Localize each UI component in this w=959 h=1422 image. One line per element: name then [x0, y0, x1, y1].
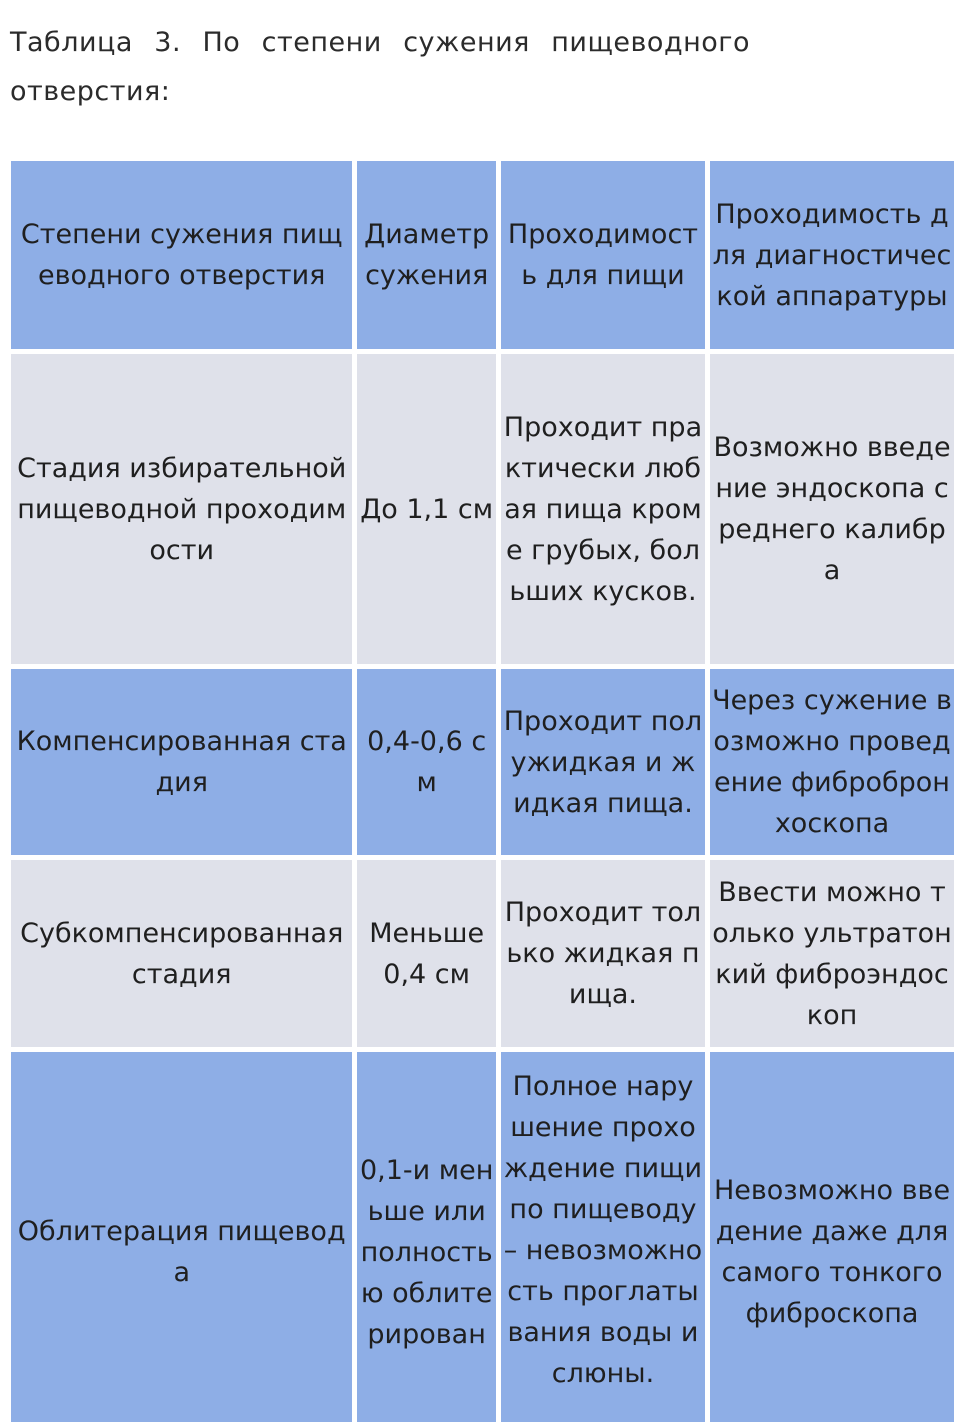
table-row: [11, 669, 954, 855]
table-header-row: [11, 161, 954, 349]
header-cell-stage: Степени сужения пищеводного отверстия: [11, 161, 352, 349]
cell-food: Проходит только жидкая пища.: [501, 860, 705, 1047]
stenosis-table: [11, 161, 959, 1422]
cell-apparatus: Невозможно введение даже для самого тонкого фиброскопа: [710, 1052, 954, 1422]
cell-stage: Компенсированная стадия: [11, 669, 352, 855]
table-row: [11, 860, 954, 1047]
cell-apparatus: Возможно введение эндоскопа среднего калибра: [710, 354, 954, 664]
cell-diameter: 0,4-0,6 см: [357, 669, 495, 855]
cell-stage: Облитерация пищевода: [11, 1052, 352, 1422]
header-cell-food: Проходимость для пищи: [501, 161, 705, 349]
table-row: [11, 1052, 954, 1422]
cell-stage: Стадия избирательной пищеводной проходимости: [11, 354, 352, 664]
table-row: [11, 354, 954, 664]
cell-food: Проходит практически любая пища кроме грубых, больших кусков.: [501, 354, 705, 664]
cell-food: Проходит полужидкая и жидкая пища.: [501, 669, 705, 855]
stenosis-table-container: [11, 161, 959, 1422]
cell-apparatus: Через сужение возможно проведение фибробронхоскопа: [710, 669, 954, 855]
table-caption: Таблица 3. По степени сужения пищеводного отверстия:: [10, 27, 750, 107]
cell-stage: Субкомпенсированная стадия: [11, 860, 352, 1047]
header-cell-diameter: Диаметр сужения: [357, 161, 495, 349]
cell-apparatus: Ввести можно только ультратонкий фиброэндоскоп: [710, 860, 954, 1047]
header-cell-apparatus: Проходимость для диагностической аппаратуры: [710, 161, 954, 349]
cell-diameter: Меньше 0,4 см: [357, 860, 495, 1047]
cell-food: Полное нарушение прохождение пищи по пищеводу – невозможность проглатывания воды и слюны.: [501, 1052, 705, 1422]
cell-diameter: До 1,1 см: [357, 354, 495, 664]
cell-diameter: 0,1-и меньше или полностью облитерирован: [357, 1052, 495, 1422]
